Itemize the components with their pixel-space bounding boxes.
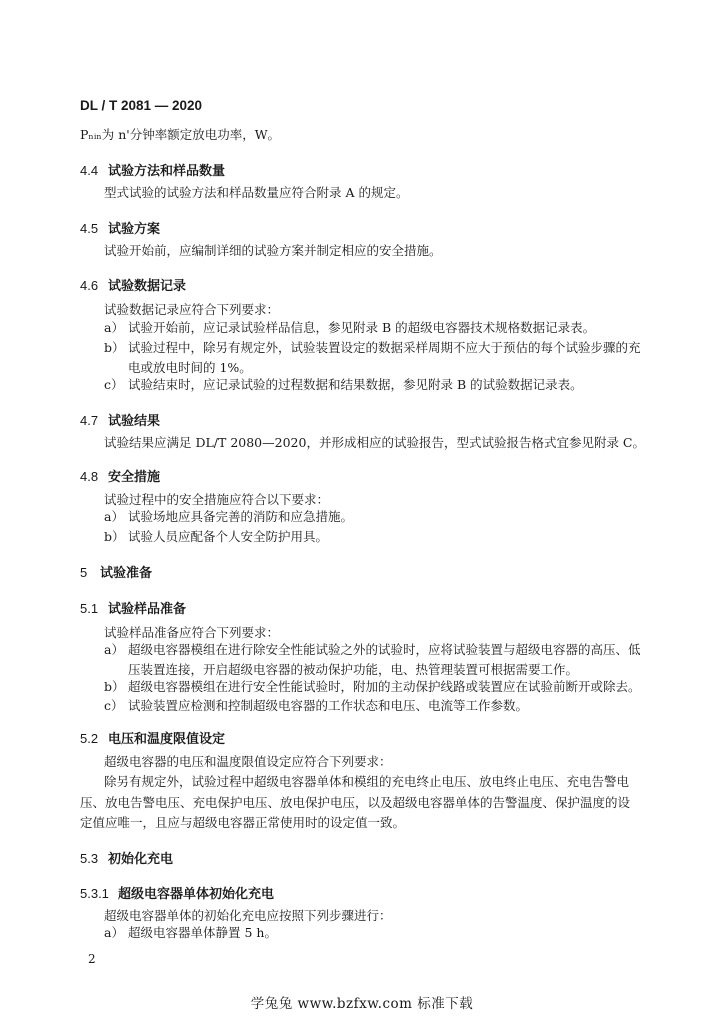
list-item-text: 试验结束时，应记录试验的过程数据和结果数据，参见附录 B 的试验数据记录表。 bbox=[128, 377, 583, 392]
section-heading-5-3 bbox=[80, 848, 173, 867]
section-heading-5-1 bbox=[80, 598, 186, 617]
section-number: 4.4 bbox=[80, 163, 99, 178]
list-marker: a） bbox=[104, 509, 124, 524]
list-marker: a） bbox=[104, 642, 124, 657]
section-intro-4-8: 试验过程中的安全措施应符合以下要求： bbox=[104, 492, 330, 507]
section-body-4-7: 试验结果应满足 DL/T 2080—2020，并形成相应的试验报告，型式试验报告格式宜参见附录 C。 bbox=[104, 435, 645, 450]
section-body-line: 压、放电告警电压、充电保护电压、放电保护电压，以及超级电容器单体的告警温度、保护温度的设 bbox=[80, 795, 631, 810]
list-item-text: 超级电容器模组在进行安全性能试验时，附加的主动保护线路或装置应在试验前断开或除去。 bbox=[128, 679, 641, 694]
list-item-text: 试验人员应配备个人安全防护用具。 bbox=[128, 529, 329, 544]
section-number: 4.5 bbox=[80, 221, 99, 236]
section-heading-5-3-1 bbox=[80, 883, 274, 902]
section-title: 试验结果 bbox=[108, 413, 161, 428]
list-marker: a） bbox=[104, 320, 124, 335]
list-item-text-continued: 压装置连接，开启超级电容器的被动保护功能，电、热管理装置可根据需要工作。 bbox=[128, 662, 579, 677]
section-body-4-5: 试验开始前，应编制详细的试验方案并制定相应的安全措施。 bbox=[104, 243, 442, 258]
section-intro-5-1: 试验样品准备应符合下列要求： bbox=[104, 625, 280, 640]
list-item-text: 试验装置应检测和控制超级电容器的工作状态和电压、电流等工作参数。 bbox=[128, 698, 529, 713]
section-title: 试验方案 bbox=[108, 221, 161, 236]
section-title: 试验准备 bbox=[100, 565, 153, 580]
section-heading-4-8 bbox=[80, 466, 160, 485]
section-intro-5-3-1: 超级电容器单体的初始化充电应按照下列步骤进行： bbox=[104, 908, 392, 923]
document-header: DL / T 2081 — 2020 bbox=[80, 98, 203, 113]
list-item-text: 超级电容器模组在进行除安全性能试验之外的试验时，应将试验装置与超级电容器的高压、低 bbox=[128, 642, 641, 657]
section-number: 4.8 bbox=[80, 469, 99, 484]
page-number: 2 bbox=[88, 952, 96, 966]
section-intro-4-6: 试验数据记录应符合下列要求： bbox=[104, 302, 280, 317]
list-marker: c） bbox=[104, 698, 124, 713]
section-number: 5.3 bbox=[80, 851, 99, 866]
section-title: 电压和温度限值设定 bbox=[108, 731, 226, 746]
section-title: 安全措施 bbox=[108, 469, 161, 484]
list-marker: b） bbox=[104, 340, 125, 355]
list-item-text: 试验过程中，除另有规定外，试验装置设定的数据采样周期不应大于预估的每个试验步骤的充 bbox=[128, 340, 641, 355]
section-heading-5 bbox=[80, 562, 152, 581]
section-title: 超级电容器单体初始化充电 bbox=[118, 886, 275, 901]
section-title: 试验样品准备 bbox=[108, 601, 187, 616]
list-marker: b） bbox=[104, 679, 125, 694]
section-heading-5-2 bbox=[80, 728, 225, 747]
section-number: 5.3.1 bbox=[80, 886, 109, 901]
section-heading-4-4 bbox=[80, 160, 225, 179]
section-title: 初始化充电 bbox=[108, 851, 174, 866]
list-item-text-continued: 电或放电时间的 1%。 bbox=[128, 360, 252, 375]
section-number: 5.2 bbox=[80, 731, 99, 746]
section-body-line: 定值应唯一，且应与超级电容器正常使用时的设定值一致。 bbox=[80, 815, 406, 830]
section-title: 试验方法和样品数量 bbox=[108, 163, 226, 178]
section-title: 试验数据记录 bbox=[108, 278, 187, 293]
symbol-definition-line: Pₙᵢₙ为 n'分钟率额定放电功率，W。 bbox=[80, 127, 281, 142]
section-heading-4-7 bbox=[80, 410, 160, 429]
section-heading-4-5 bbox=[80, 218, 160, 237]
list-marker: b） bbox=[104, 529, 125, 544]
section-heading-4-6 bbox=[80, 275, 186, 294]
section-body-line: 除另有规定外，试验过程中超级电容器单体和模组的充电终止电压、放电终止电压、充电告警电 bbox=[104, 774, 630, 789]
site-watermark: 学兔兔 www.bzfxw.com 标准下载 bbox=[250, 996, 474, 1012]
list-item-text: 超级电容器单体静置 5 h。 bbox=[128, 925, 277, 940]
list-item-text: 试验开始前，应记录试验样品信息，参见附录 B 的超级电容器技术规格数据记录表。 bbox=[128, 320, 596, 335]
section-number: 5 bbox=[80, 565, 88, 580]
section-number: 4.7 bbox=[80, 413, 99, 428]
list-marker: c） bbox=[104, 377, 124, 392]
list-item-text: 试验场地应具备完善的消防和应急措施。 bbox=[128, 509, 354, 524]
list-marker: a） bbox=[104, 925, 124, 940]
section-number: 5.1 bbox=[80, 601, 99, 616]
section-intro-5-2: 超级电容器的电压和温度限值设定应符合下列要求： bbox=[104, 754, 392, 769]
section-number: 4.6 bbox=[80, 278, 99, 293]
section-body-4-4: 型式试验的试验方法和样品数量应符合附录 A 的规定。 bbox=[104, 185, 409, 200]
